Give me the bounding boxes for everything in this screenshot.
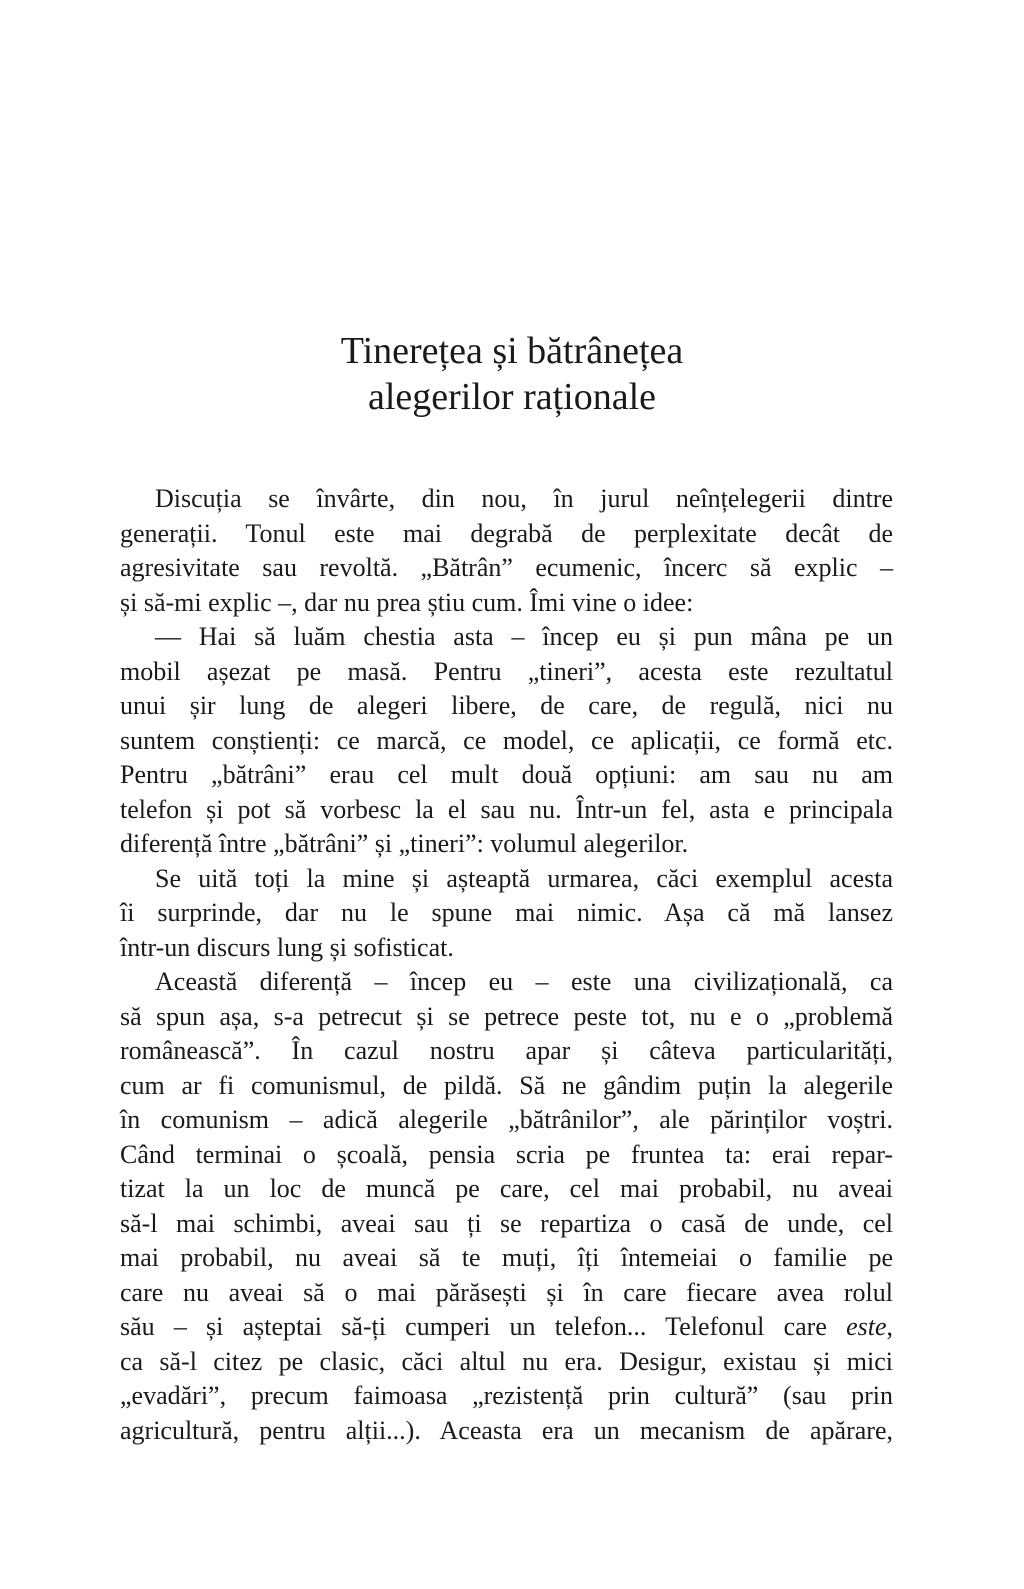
italic-word: este: [846, 1312, 887, 1341]
text-line: suntem conștienți: ce marcă, ce model, ce aplicații, ce formă etc.: [120, 725, 893, 755]
text-line: mobil așezat pe masă. Pentru „tineri”, acesta este rezultatul: [120, 656, 893, 686]
text-line: mai probabil, nu aveai să te muți, îți întemeiai o familie pe: [120, 1243, 893, 1272]
text-line: într-un discurs lung și sofisticat.: [120, 932, 454, 962]
text-line: să spun așa, s-a petrecut și se petrece peste tot, nu e o „problemă: [120, 1001, 893, 1031]
text-line: și să-mi explic –, dar nu prea știu cum. Îmi vine o idee:: [120, 587, 694, 617]
text-line: unui șir lung de alegeri libere, de care, de regulă, nici nu: [120, 691, 893, 720]
text-line: Discuția se învârte, din nou, în jurul neînțelegerii dintre: [155, 484, 893, 513]
text-line: „evadări”, precum faimoasa „rezistență prin cultură” (sau prin: [120, 1381, 893, 1410]
chapter-title-line-1: Tinerețea și bătrânețea: [340, 330, 684, 372]
text-line: agresivitate sau revoltă. „Bătrân” ecumenic, încerc să explic –: [120, 553, 893, 582]
text-line: cum ar fi comunismul, de pildă. Să ne gândim puțin la alegerile: [120, 1070, 893, 1100]
paragraph: [120, 862, 893, 966]
text-line: Pentru „bătrâni” erau cel mult două opțiuni: am sau nu am: [120, 760, 893, 789]
text-line: agricultură, pentru alții...). Aceasta era un mecanism de apărare,: [120, 1415, 893, 1445]
text-line-with-italic: [120, 1310, 893, 1345]
paragraph: [120, 482, 893, 620]
body-text: [120, 482, 893, 1448]
text-line: — Hai să luăm chestia asta – încep eu și pun mâna pe un: [155, 622, 893, 651]
text-line: în comunism – adică alegerile „bătrânilor”, ale părinților voștri.: [120, 1105, 893, 1134]
text-line: tizat la un loc de muncă pe care, cel mai probabil, nu aveai: [120, 1174, 893, 1203]
paragraph: [120, 965, 893, 1448]
text-line: îi surprinde, dar nu le spune mai nimic. Așa că mă lansez: [120, 898, 893, 927]
text-fragment: ,: [886, 1312, 893, 1341]
text-line: ca să-l citez pe clasic, căci altul nu era. Desigur, existau și mici: [120, 1346, 893, 1376]
text-line: Când terminai o școală, pensia scria pe fruntea ta: erai repar-: [120, 1139, 893, 1169]
text-fragment: său – și așteptai să-ți cumperi un telefon... Telefonul care: [120, 1312, 847, 1341]
text-line: Această diferență – încep eu – este una civilizațională, ca: [155, 967, 893, 996]
text-line: Se uită toți la mine și așteaptă urmarea, căci exemplul acesta: [155, 863, 893, 893]
paragraph: [120, 620, 893, 862]
chapter-title-line-2: alegerilor raționale: [367, 376, 656, 418]
text-line: telefon și pot să vorbesc la el sau nu. Într-un fel, asta e principala: [120, 794, 893, 824]
text-line: să-l mai schimbi, aveai sau ți se repartiza o casă de unde, cel: [120, 1208, 893, 1238]
text-line: care nu aveai să o mai părăsești și în care fiecare avea rolul: [120, 1277, 893, 1307]
text-line: generații. Tonul este mai degrabă de perplexitate decât de: [120, 518, 893, 548]
text-line: diferență între „bătrâni” și „tineri”: volumul alegerilor.: [120, 829, 689, 858]
chapter-title: [0, 328, 1024, 420]
text-line: românească”. În cazul nostru apar și câteva particularități,: [120, 1036, 893, 1065]
